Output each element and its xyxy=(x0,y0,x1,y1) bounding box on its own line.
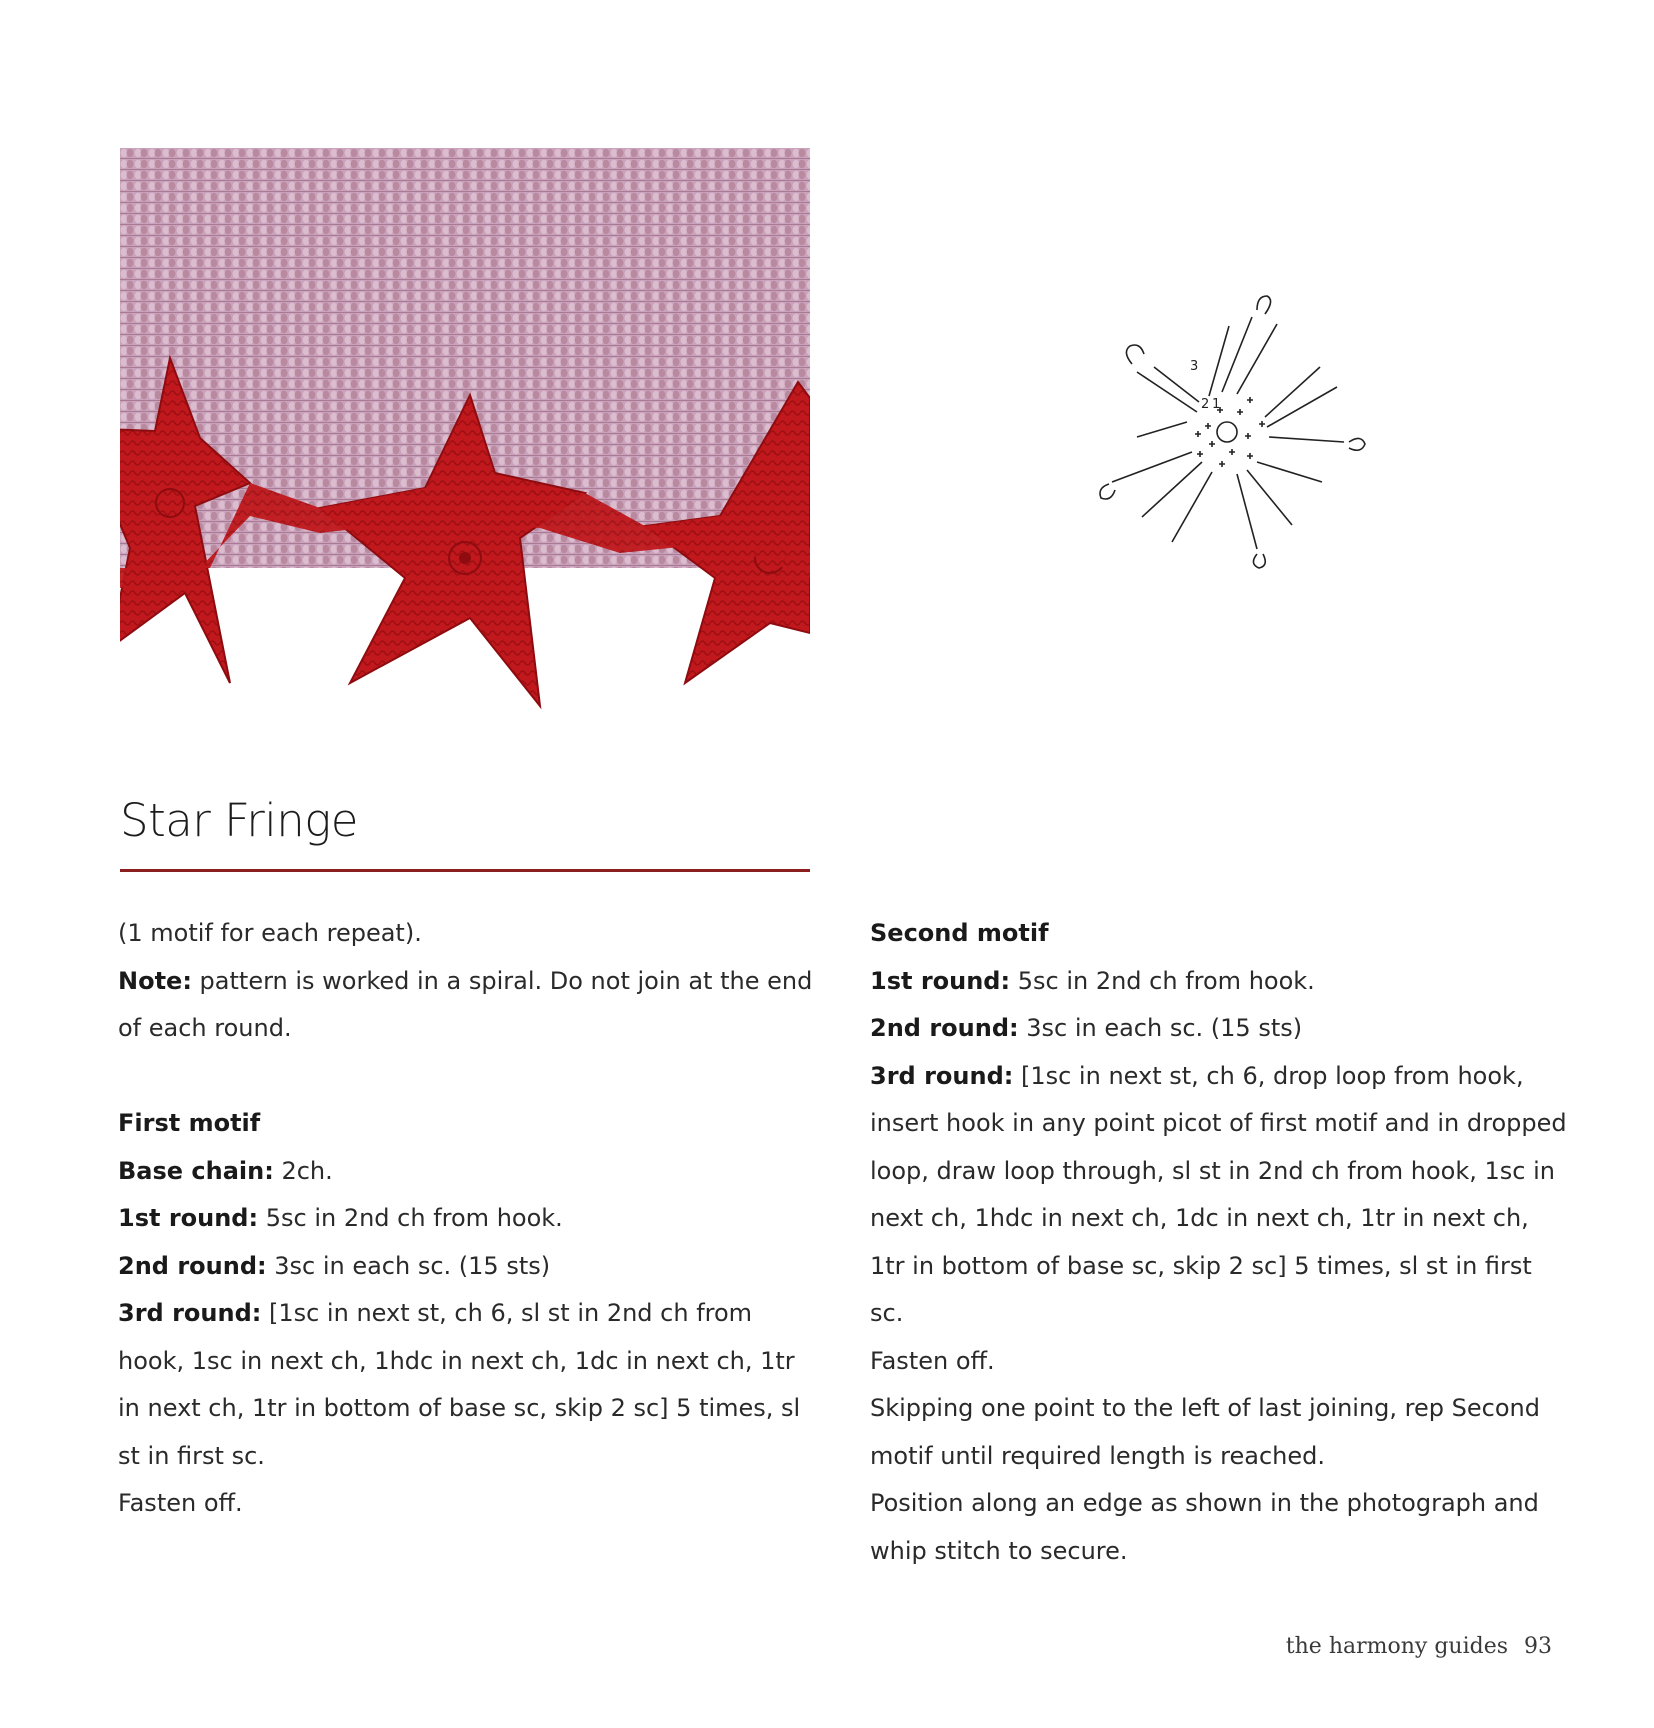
star-point-spokes xyxy=(1100,296,1365,568)
guide-name: the harmony guides xyxy=(1285,1634,1508,1659)
first-motif-heading: First motif xyxy=(118,1109,261,1137)
diagram-label-1: 1 xyxy=(1212,397,1221,412)
first-fasten-off: Fasten off. xyxy=(118,1489,243,1517)
note-text: pattern is worked in a spiral. Do not join at the end of each round. xyxy=(118,966,813,1042)
first-round-2: 2nd round: 3sc in each sc. (15 sts) xyxy=(118,1251,551,1280)
center-ring xyxy=(1217,422,1237,442)
page-title: Star Fringe xyxy=(120,794,358,847)
note-paragraph xyxy=(118,958,818,1053)
second-fasten-off: Fasten off. xyxy=(870,1346,995,1375)
repeat-note: (1 motif for each repeat). xyxy=(118,919,422,947)
page-number: 93 xyxy=(1524,1634,1552,1659)
left-column xyxy=(118,910,818,1528)
second-motif-heading: Second motif xyxy=(870,919,1049,947)
right-column xyxy=(870,910,1570,1575)
stitch-diagram xyxy=(1095,290,1380,575)
first-base-chain: Base chain: 2ch. xyxy=(118,1156,333,1185)
skip-instruction: Skipping one point to the left of last joining, rep Second motif until required length is reached. xyxy=(870,1394,1540,1470)
crochet-photo xyxy=(120,148,810,713)
second-round-1: 1st round: 5sc in 2nd ch from hook. xyxy=(870,966,1315,995)
page-footer xyxy=(1286,1634,1552,1659)
diagram-label-3: 3 xyxy=(1190,359,1199,374)
first-round-1: 1st round: 5sc in 2nd ch from hook. xyxy=(118,1204,563,1232)
position-instruction: Position along an edge as shown in the photograph and whip stitch to secure. xyxy=(870,1489,1539,1565)
first-round-3: 3rd round: [1sc in next st, ch 6, sl st in 2nd ch from hook, 1sc in next ch, 1hdc in next ch, 1dc in next ch, 1tr in next ch, 1tr in bottom of base sc, skip 2 sc] 5 times, sl st in first sc. xyxy=(118,1299,801,1470)
diagram-label-2: 2 xyxy=(1201,397,1210,412)
second-round-3: 3rd round: [1sc in next st, ch 6, drop loop from hook, insert hook in any point picot of first motif and in dropped loop, draw loop through, sl st in 2nd ch from hook, 1sc in next ch, 1hdc in next ch, 1dc in next ch, 1tr in next ch, 1tr in bottom of base sc, skip 2 sc] 5 times, sl st in first sc. xyxy=(870,1061,1567,1327)
title-rule xyxy=(120,869,810,872)
second-round-2: 2nd round: 3sc in each sc. (15 sts) xyxy=(870,1014,1303,1042)
note-label: Note: xyxy=(118,966,192,995)
